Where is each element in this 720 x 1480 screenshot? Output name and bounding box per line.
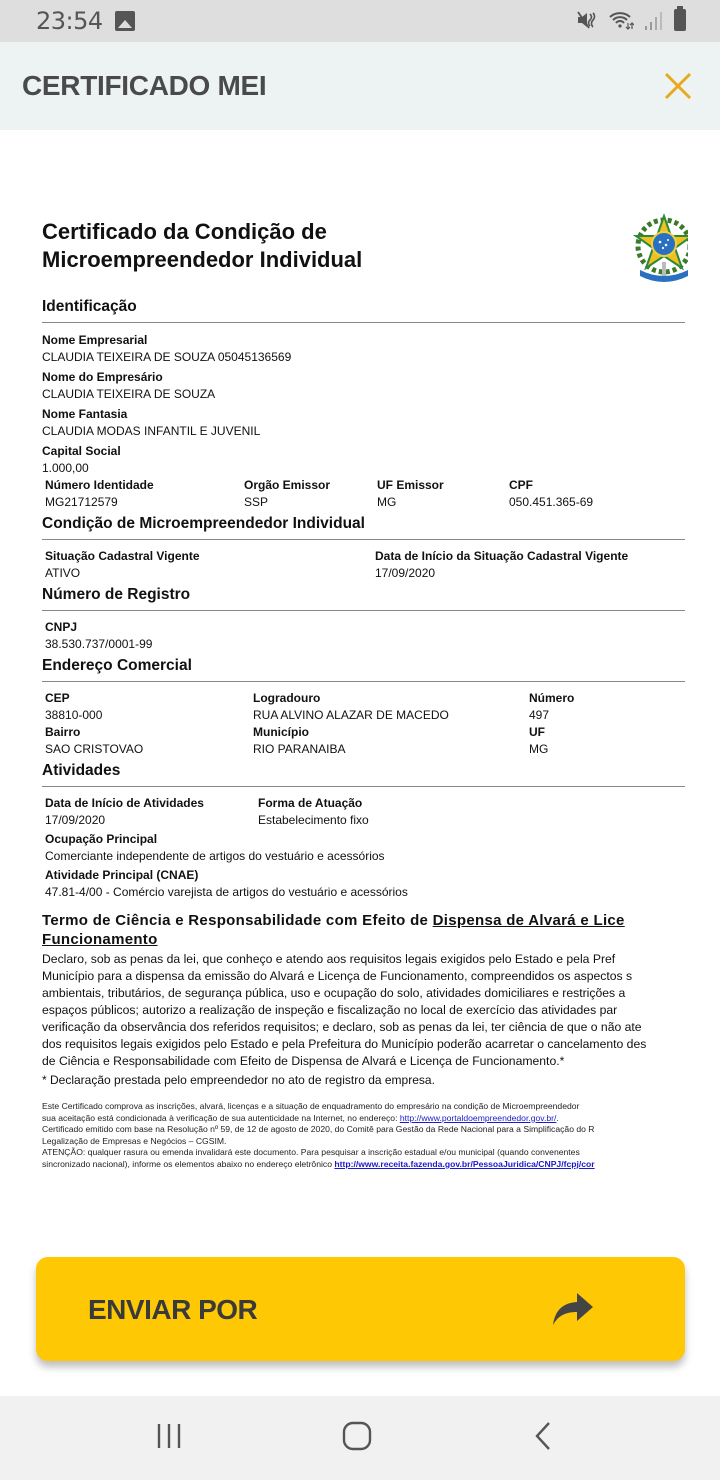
cnpj-field <box>45 619 720 653</box>
close-button[interactable] <box>662 70 694 102</box>
mute-vibrate-icon <box>576 9 598 31</box>
signal-icon <box>644 9 664 31</box>
termo-title <box>42 911 720 930</box>
logradouro-label: Logradouro <box>253 691 321 705</box>
data-inicio-atividades-label: Data de Início de Atividades <box>45 796 204 810</box>
status-icons <box>576 9 686 31</box>
data-inicio-situacao-field <box>375 548 628 582</box>
footer-line-2-text: sua aceitação está condicionada à verificação de sua autenticidade na Internet, no endereço: <box>42 1112 400 1123</box>
numero-field <box>529 690 574 724</box>
termo-title-underlined: Dispensa de Alvará e Lice <box>432 912 625 929</box>
orgao-emissor-value: SSP <box>244 495 269 509</box>
cpf-value: 050.451.365-69 <box>509 495 594 509</box>
footer-line-6 <box>42 1159 702 1171</box>
termo-line: verificação da observância dos referidos requisitos; e declaro, sob as penas da lei, ter ciência de que o não ate <box>42 1020 642 1034</box>
termo-title-text: Termo de Ciência e Responsabilidade com Efeito de <box>42 912 433 929</box>
endereco-fields <box>45 690 720 758</box>
bairro-label: Bairro <box>45 725 81 739</box>
certificate-title <box>42 218 462 274</box>
footer-line-1: Este Certificado comprova as inscrições, alvará, licenças e a situação de enquadramento do empresário na condição de Microempreendedor <box>42 1101 580 1111</box>
footer-line-2 <box>42 1113 702 1125</box>
data-inicio-atividades-value: 17/09/2020 <box>45 813 106 827</box>
footer-line-3: Certificado emitido com base na Resolução nº 59, de 12 de agosto de 2020, do Comitê para Gestão da Rede Nacional para a Simplificação do R <box>42 1124 595 1135</box>
termo-line: espaços públicos; autorizo a realização de inspeção e fiscalização no local de exercício das atividades par <box>42 1003 618 1017</box>
termo-note: * Declaração prestada pelo empreendedor no ato de registro da empresa. <box>42 1073 435 1087</box>
bairro-field <box>45 724 253 758</box>
image-icon <box>115 11 135 31</box>
situacao-field <box>45 548 375 582</box>
atividades-row <box>45 795 720 829</box>
logradouro-value: RUA ALVINO ALAZAR DE MACEDO <box>253 708 449 722</box>
atividades-fields <box>45 795 720 901</box>
ocupacao-value: Comerciante independente de artigos do vestuário e acessórios <box>45 849 385 863</box>
footer-line-6-text: sincronizado nacional), informe os elementos abaixo no endereço eletrônico <box>42 1158 335 1169</box>
send-via-label: ENVIAR POR <box>88 1294 258 1325</box>
numero-identidade-value: MG21712579 <box>45 495 118 509</box>
nome-fantasia-label: Nome Fantasia <box>42 407 128 421</box>
status-bar <box>0 0 720 42</box>
nome-empresarial-label: Nome Empresarial <box>42 333 148 347</box>
certificate-content <box>42 218 720 1171</box>
recents-icon <box>155 1422 185 1450</box>
section-heading-condicao: Condição de Microempreendedor Individual <box>42 515 685 540</box>
numero-label: Número <box>529 691 575 705</box>
orgao-emissor-field <box>244 477 377 511</box>
uf-emissor-field <box>377 477 509 511</box>
cnpj-value: 38.530.737/0001-99 <box>45 637 153 651</box>
footer-line-4: Legalização de Empresas e Negócios – CGSIM. <box>42 1135 227 1146</box>
ocupacao-label: Ocupação Principal <box>45 832 158 846</box>
nome-empresario-label: Nome do Empresário <box>42 370 163 384</box>
certificate-footer-notes <box>42 1101 702 1171</box>
endereco-row-1 <box>45 690 720 724</box>
cnae-label: Atividade Principal (CNAE) <box>45 868 199 882</box>
data-inicio-situacao-value: 17/09/2020 <box>375 566 436 580</box>
municipio-field <box>253 724 529 758</box>
page-title: CERTIFICADO MEI <box>22 70 267 101</box>
capital-social-label: Capital Social <box>42 444 121 458</box>
termo-body <box>42 951 702 1070</box>
wifi-icon <box>608 9 634 31</box>
situacao-label: Situação Cadastral Vigente <box>45 549 200 563</box>
termo-line: de Ciência e Responsabilidade com Efeito de Dispensa de Alvará e Licença de Funcionamento.* <box>42 1054 565 1068</box>
uf-emissor-label: UF Emissor <box>377 478 444 492</box>
section-heading-identificacao: Identificação <box>42 298 685 323</box>
footer-line-5: ATENÇÃO: qualquer rasura ou emenda invalidará este documento. Para pesquisar a inscrição estadual e/ou municipal (quando convenentes <box>42 1147 580 1158</box>
section-heading-registro: Número de Registro <box>42 586 685 611</box>
termo-line: Declaro, sob as penas da lei, que conheço e atendo aos requisitos legais exigidos pelo Estado e pela Pref <box>42 952 616 966</box>
termo-line: dos requisitos legais exigidos pelo Estado e pela Prefeitura do Município poderão acarretar o cancelamento des <box>42 1037 647 1051</box>
send-via-button[interactable] <box>36 1257 685 1361</box>
termo-line: ambientais, tributários, de segurança pública, uso e ocupação do solo, atividades domiciliares e restrições a <box>42 986 626 1000</box>
status-time: 23:54 <box>36 7 103 35</box>
numero-identidade-field <box>45 477 244 511</box>
app-header <box>0 42 720 130</box>
certificate-title-line1: Certificado da Condição de <box>42 219 327 244</box>
home-icon <box>342 1421 372 1451</box>
forma-atuacao-field <box>258 795 369 829</box>
termo-title-line2 <box>42 930 720 949</box>
capital-social-value: 1.000,00 <box>42 461 89 475</box>
endereco-row-2 <box>45 724 720 758</box>
share-icon <box>553 1291 595 1327</box>
back-icon <box>533 1421 557 1451</box>
receita-fazenda-link[interactable]: http://www.receita.fazenda.gov.br/PessoaJuridica/CNPJ/fcpj/cor <box>334 1158 595 1169</box>
uf-label: UF <box>529 725 545 739</box>
bairro-value: SAO CRISTOVAO <box>45 742 144 756</box>
cpf-field <box>509 477 593 511</box>
cnae-value: 47.81-4/00 - Comércio varejista de artigos do vestuário e acessórios <box>45 885 408 899</box>
cnpj-label: CNPJ <box>45 620 78 634</box>
cep-label: CEP <box>45 691 70 705</box>
brazil-coat-of-arms-icon <box>632 210 688 290</box>
forma-atuacao-value: Estabelecimento fixo <box>258 813 369 827</box>
orgao-emissor-label: Orgão Emissor <box>244 478 331 492</box>
certificate-title-line2: Microempreendedor Individual <box>42 247 363 272</box>
uf-value: MG <box>529 742 549 756</box>
logradouro-field <box>253 690 529 724</box>
home-button[interactable] <box>342 1421 372 1451</box>
numero-identidade-label: Número Identidade <box>45 478 154 492</box>
footer-line-2-end: . <box>556 1112 559 1123</box>
situacao-value: ATIVO <box>45 566 81 580</box>
system-nav-bar <box>0 1396 720 1480</box>
numero-value: 497 <box>529 708 550 722</box>
cep-value: 38810-000 <box>45 708 103 722</box>
nome-empresario-value: CLAUDIA TEIXEIRA DE SOUZA <box>42 387 216 401</box>
back-button[interactable] <box>533 1421 557 1451</box>
termo-title-underlined-2: Funcionamento <box>42 931 158 948</box>
certificate-document[interactable] <box>0 130 720 1240</box>
identidade-row <box>45 477 720 511</box>
cep-field <box>45 690 253 724</box>
nome-fantasia-value: CLAUDIA MODAS INFANTIL E JUVENIL <box>42 424 261 438</box>
battery-icon <box>674 9 686 31</box>
data-inicio-atividades-field <box>45 795 258 829</box>
data-inicio-situacao-label: Data de Início da Situação Cadastral Vigente <box>375 549 629 563</box>
recents-button[interactable] <box>155 1422 185 1450</box>
cpf-label: CPF <box>509 478 533 492</box>
uf-emissor-value: MG <box>377 495 397 509</box>
section-heading-atividades: Atividades <box>42 762 685 787</box>
portal-empreendedor-link[interactable]: http://www.portaldoempreendedor.gov.br/ <box>399 1112 557 1123</box>
section-heading-endereco: Endereço Comercial <box>42 657 685 682</box>
municipio-label: Município <box>253 725 309 739</box>
close-icon <box>662 70 694 102</box>
termo-line: Município para a dispensa da emissão do Alvará e Licença de Funcionamento, compreendidos os aspectos s <box>42 969 633 983</box>
forma-atuacao-label: Forma de Atuação <box>258 796 363 810</box>
uf-field <box>529 724 548 758</box>
condicao-row <box>45 548 720 582</box>
identificacao-fields <box>42 332 720 511</box>
municipio-value: RIO PARANAIBA <box>253 742 346 756</box>
nome-empresarial-value: CLAUDIA TEIXEIRA DE SOUZA 05045136569 <box>42 350 292 364</box>
